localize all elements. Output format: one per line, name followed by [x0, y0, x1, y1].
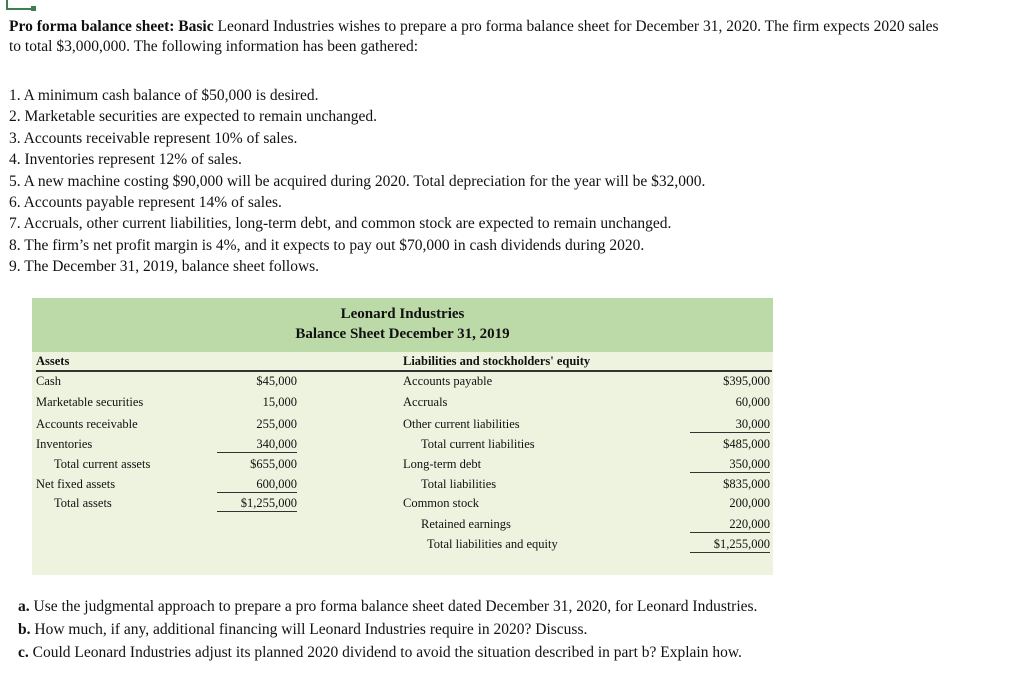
asset-label: Marketable securities [36, 395, 144, 409]
asset-value: $655,000 [250, 457, 297, 471]
table-title: Leonard Industries [340, 306, 465, 322]
asset-label: Inventories [36, 437, 93, 451]
asset-value: 600,000 [217, 477, 297, 493]
list-item: 4. Inventories represent 12% of sales. [9, 151, 242, 169]
liability-value: $835,000 [723, 477, 770, 491]
liability-label: Long-term debt [403, 457, 482, 471]
intro-line-1 [9, 18, 939, 36]
list-item: 2. Marketable securities are expected to remain unchanged. [9, 108, 377, 126]
liability-label: Total liabilities [421, 477, 497, 491]
liability-value: $1,255,000 [690, 537, 770, 553]
question-text: Could Leonard Industries adjust its planned 2020 dividend to avoid the situation described in part b? Explain how. [28, 644, 742, 661]
liability-value: 350,000 [690, 457, 770, 473]
liability-value: 200,000 [729, 496, 770, 510]
liability-value: 60,000 [735, 395, 770, 409]
liability-value: 220,000 [690, 517, 770, 533]
list-item: 1. A minimum cash balance of $50,000 is desired. [9, 87, 319, 104]
table-header [32, 298, 773, 352]
list-item: 6. Accounts payable represent 14% of sales. [9, 194, 282, 211]
liability-label: Common stock [403, 496, 480, 510]
liability-value: $485,000 [723, 437, 770, 451]
asset-value: $1,255,000 [217, 496, 297, 512]
liability-value: $395,000 [723, 374, 770, 388]
question-c [18, 644, 742, 662]
checkbox-corner-icon [6, 0, 33, 10]
asset-value: $45,000 [256, 374, 297, 388]
column-headers [36, 354, 772, 372]
table-subtitle: Balance Sheet December 31, 2019 [295, 326, 510, 342]
assets-header: Assets [36, 354, 70, 368]
list-item: 5. A new machine costing $90,000 will be acquired during 2020. Total depreciation for the year will be $32,000. [9, 172, 706, 190]
question-b [18, 621, 587, 639]
question-letter: a. [18, 598, 30, 615]
question-text: How much, if any, additional financing will Leonard Industries require in 2020? Discuss. [30, 621, 588, 638]
asset-label: Cash [36, 374, 61, 388]
problem-title: Pro forma balance sheet: Basic [9, 18, 214, 35]
intro-text: Leonard Industries wishes to prepare a pro forma balance sheet for December 31, 2020. The firm expects 2020 sales [213, 18, 939, 35]
liability-label: Accounts payable [403, 374, 493, 388]
asset-label: Accounts receivable [36, 417, 138, 431]
question-letter: b. [18, 621, 31, 638]
liability-label: Other current liabilities [403, 417, 520, 431]
asset-label: Total assets [54, 496, 112, 510]
liability-label: Accruals [403, 395, 448, 409]
intro-line-2: to total $3,000,000. The following information has been gathered: [9, 38, 419, 55]
asset-value: 15,000 [262, 395, 297, 409]
liability-value: 30,000 [690, 417, 770, 433]
liability-label: Total current liabilities [421, 437, 535, 451]
question-letter: c. [18, 644, 29, 661]
asset-value: 340,000 [217, 437, 297, 453]
asset-label: Net fixed assets [36, 477, 116, 491]
balance-sheet-table [32, 298, 773, 575]
list-item: 7. Accruals, other current liabilities, long-term debt, and common stock are expected to remain unchanged. [9, 215, 672, 233]
list-item: 9. The December 31, 2019, balance sheet follows. [9, 258, 320, 276]
liability-label: Retained earnings [421, 517, 511, 531]
question-text: Use the judgmental approach to prepare a pro forma balance sheet dated December 31, 2020, for Leonard Industries. [29, 598, 758, 615]
asset-value: 255,000 [256, 417, 297, 431]
list-item: 3. Accounts receivable represent 10% of sales. [9, 129, 298, 147]
liabilities-header: Liabilities and stockholders' equity [403, 354, 591, 368]
list-item: 8. The firm’s net profit margin is 4%, and it expects to pay out $70,000 in cash dividends during 2020. [9, 236, 645, 254]
liability-label: Total liabilities and equity [427, 537, 558, 551]
question-a [18, 598, 757, 616]
asset-label: Total current assets [54, 457, 151, 471]
